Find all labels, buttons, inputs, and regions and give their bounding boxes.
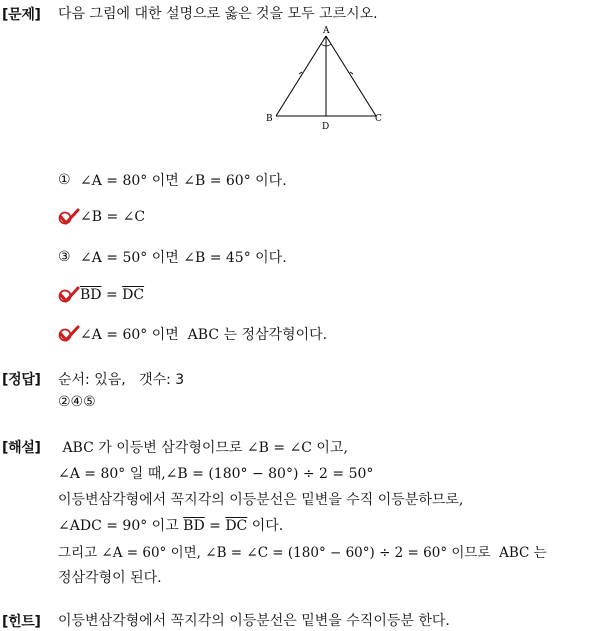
equals-sign: =	[204, 518, 226, 534]
segment-dc: $\overline{DC}$	[122, 287, 145, 303]
segment-bd: $\overline{BD}$	[80, 287, 102, 303]
correct-checkmark-icon	[58, 208, 80, 226]
vertex-label-c: C	[375, 114, 382, 124]
option-text: ∠B = ∠C	[80, 209, 146, 225]
explanation-line-3: 이등변삼각형에서 꼭지각의 이등분선은 밑변을 수직 이등분하므로,	[58, 492, 464, 508]
explanation-line-5: 그리고 ∠A = 60° 이면, ∠B = ∠C = (180° − 60°) ÷ 2 = 60° 이므로 ABC 는	[58, 545, 547, 561]
answer-value: ②④⑤	[58, 394, 96, 410]
explanation-line-6: 정삼각형이 된다.	[58, 570, 162, 586]
side-ab	[276, 36, 326, 116]
hint-label: [힌트]	[2, 614, 41, 630]
point-label-d: D	[322, 122, 330, 132]
segment-dc: $\overline{DC}$	[225, 518, 248, 534]
correct-checkmark-icon	[58, 286, 80, 304]
hint-text: 이등변삼각형에서 꼭지각의 이등분선은 밑변을 수직이등분 한다.	[58, 613, 450, 629]
explanation-line-4	[58, 515, 283, 535]
option-text: ∠A = 50° 이면 ∠B = 45° 이다.	[80, 250, 287, 266]
question-label: [문제]	[2, 7, 41, 23]
explanation-line-4-pre: ∠ADC = 90° 이고	[58, 518, 184, 534]
answer-meta: 순서: 있음, 갯수: 3	[58, 372, 185, 388]
tick-mark-ab	[299, 72, 302, 74]
option-text: ∠A = 60° 이면 ABC 는 정삼각형이다.	[80, 327, 328, 343]
vertex-label-b: B	[266, 114, 273, 124]
correct-checkmark-icon	[58, 325, 80, 343]
explanation-line-1: ABC 가 이등변 삼각형이므로 ∠B = ∠C 이고,	[58, 440, 348, 456]
side-ac	[326, 36, 376, 116]
option-number: ①	[58, 172, 71, 188]
equals-sign: =	[101, 287, 123, 303]
vertex-label-a: A	[323, 26, 330, 36]
option-2	[58, 208, 145, 226]
option-5	[58, 324, 327, 344]
option-3	[58, 247, 287, 267]
explanation-line-2: ∠A = 80° 일 때,∠B = (180° − 80°) ÷ 2 = 50°	[58, 466, 374, 482]
explanation-line-4-post: 이다.	[247, 518, 284, 534]
tick-mark-ac	[350, 72, 353, 74]
answer-label: [정답]	[2, 372, 41, 388]
isosceles-triangle-figure	[262, 26, 392, 132]
question-prompt: 다음 그림에 대한 설명으로 옳은 것을 모두 고르시오.	[58, 6, 378, 22]
option-text: ∠A = 80° 이면 ∠B = 60° 이다.	[80, 173, 287, 189]
option-1	[58, 170, 287, 190]
option-4	[58, 286, 144, 304]
option-number: ③	[58, 249, 71, 265]
segment-bd: $\overline{BD}$	[183, 518, 205, 534]
explanation-label: [해설]	[2, 440, 41, 456]
